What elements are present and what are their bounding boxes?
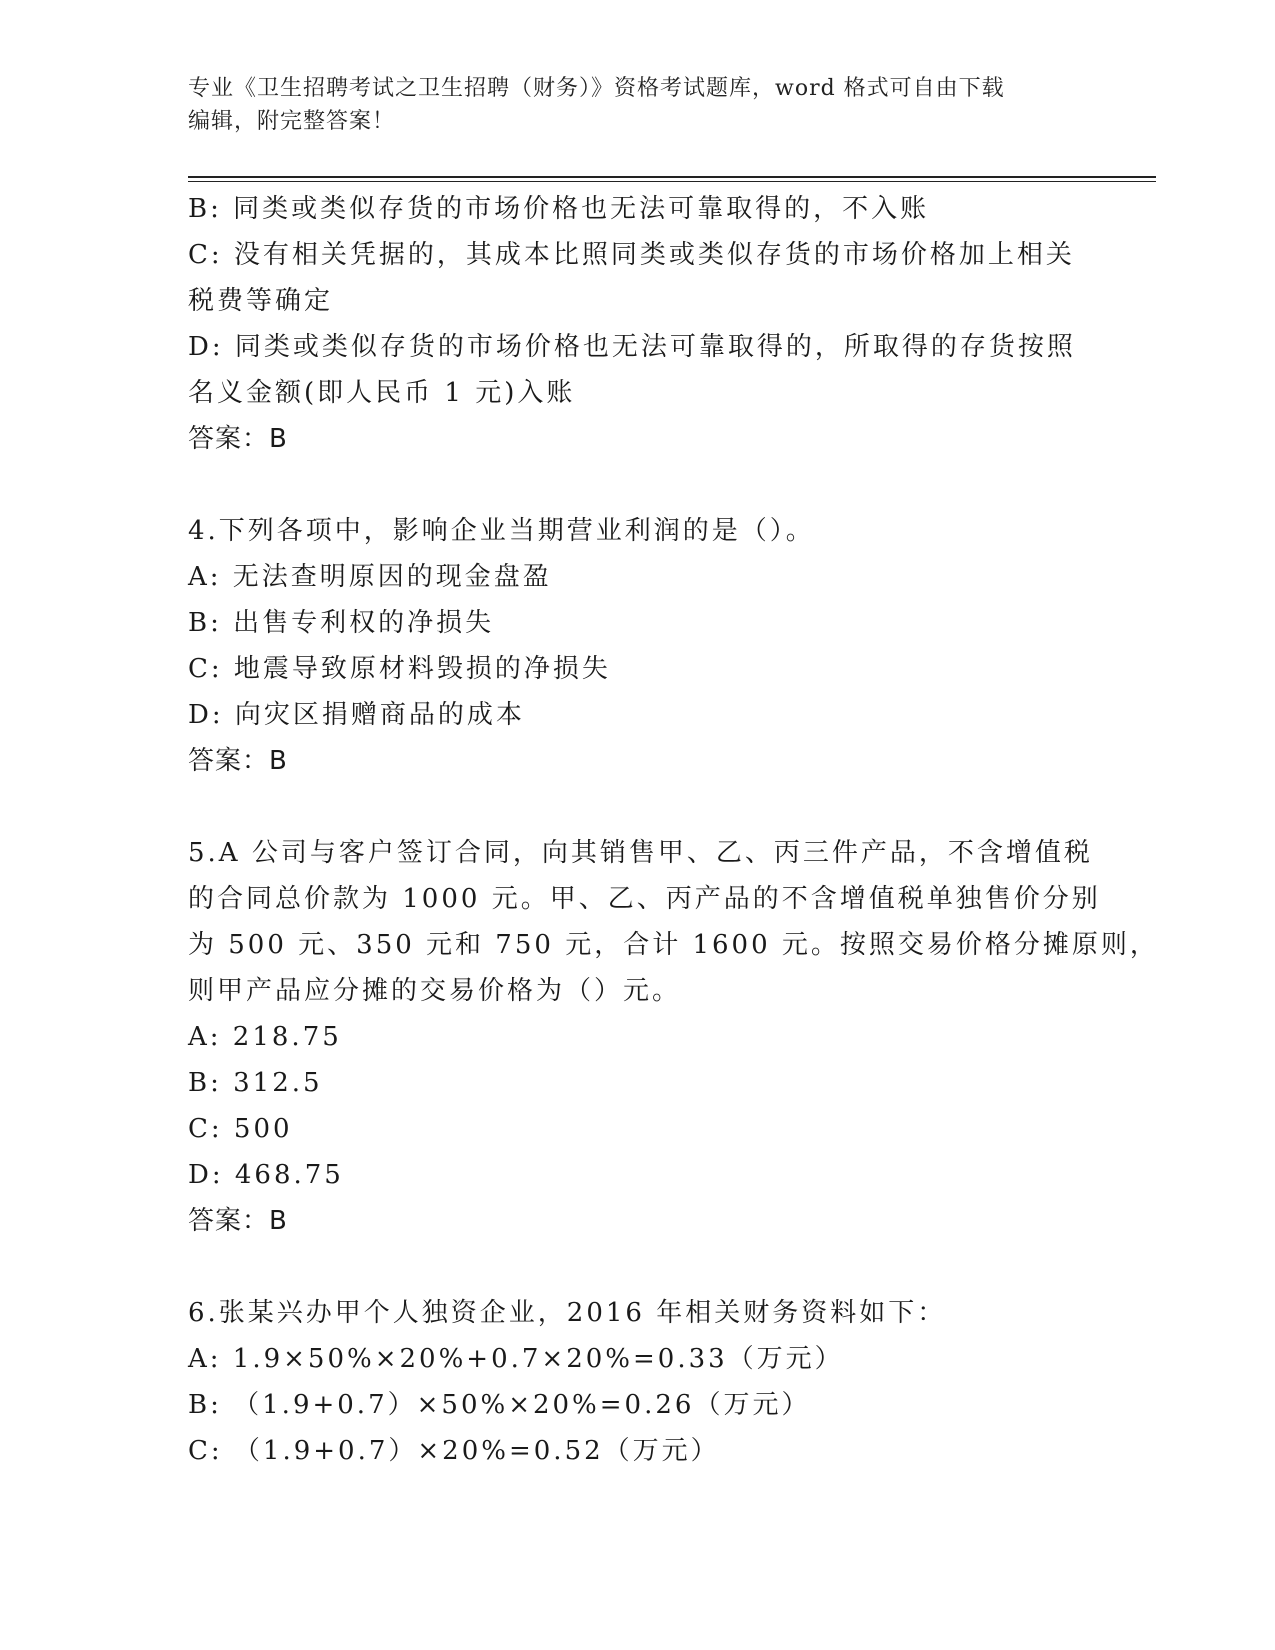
option-b: B: 同类或类似存货的市场价格也无法可靠取得的，不入账	[188, 194, 930, 224]
header-line-1: 专业《卫生招聘考试之卫生招聘（财务）》资格考试题库，word 格式可自由下载	[188, 76, 1005, 101]
option-c: C: （1.9+0.7）×20%=0.52（万元）	[188, 1436, 720, 1466]
answer-line: 答案：B	[188, 424, 288, 454]
question-stem-continued: 的合同总价款为 1000 元。甲、乙、丙产品的不含增值税单独售价分别	[188, 884, 1101, 914]
option-b: B: 312.5	[188, 1068, 323, 1098]
answer-line: 答案：B	[188, 1206, 288, 1236]
question-stem: 6.张某兴办甲个人独资企业，2016 年相关财务资料如下：	[188, 1298, 947, 1328]
question-stem: 4.下列各项中，影响企业当期营业利润的是（）。	[188, 516, 815, 546]
header-divider-thin	[188, 181, 1156, 182]
option-c: C: 500	[188, 1114, 293, 1144]
option-d-continued: 名义金额(即人民币 1 元)入账	[188, 378, 576, 408]
option-b: B: （1.9+0.7）×50%×20%=0.26（万元）	[188, 1390, 811, 1420]
option-a: A: 无法查明原因的现金盘盈	[188, 562, 552, 592]
option-d: D: 同类或类似存货的市场价格也无法可靠取得的，所取得的存货按照	[188, 332, 1076, 362]
spacer	[188, 784, 1088, 830]
option-c: C: 地震导致原材料毁损的净损失	[188, 654, 611, 684]
spacer	[188, 462, 1088, 508]
header-divider-thick	[188, 176, 1156, 178]
header-line-2: 编辑，附完整答案！	[188, 109, 396, 134]
question-5	[188, 830, 1159, 1244]
option-a: A: 1.9×50%×20%+0.7×20%=0.33（万元）	[188, 1344, 844, 1374]
document-header	[188, 72, 1088, 138]
option-d: D: 468.75	[188, 1160, 344, 1190]
question-6	[188, 1290, 1088, 1474]
option-a: A: 218.75	[188, 1022, 342, 1052]
question-stem-continued: 为 500 元、350 元和 750 元，合计 1600 元。按照交易价格分摊原则，	[188, 930, 1159, 960]
spacer	[188, 1244, 1088, 1290]
question-3-tail	[188, 186, 1088, 462]
question-stem-continued: 则甲产品应分摊的交易价格为（）元。	[188, 976, 682, 1006]
document-body	[188, 186, 1159, 1474]
answer-line: 答案：B	[188, 746, 288, 776]
question-4	[188, 508, 1088, 784]
option-d: D: 向灾区捐赠商品的成本	[188, 700, 525, 730]
option-b: B: 出售专利权的净损失	[188, 608, 495, 638]
option-c-continued: 税费等确定	[188, 286, 334, 316]
question-stem: 5.A 公司与客户签订合同，向其销售甲、乙、丙三件产品，不含增值税	[188, 838, 1093, 868]
option-c: C: 没有相关凭据的，其成本比照同类或类似存货的市场价格加上相关	[188, 240, 1075, 270]
